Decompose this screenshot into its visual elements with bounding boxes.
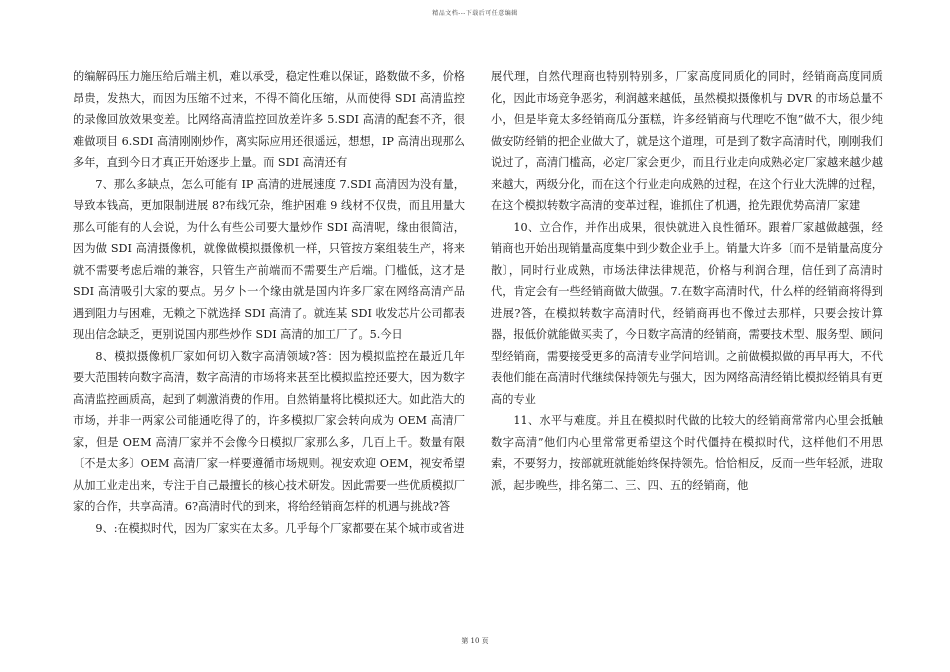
right-column <box>491 66 883 496</box>
page-number: 第 10 页 <box>461 637 489 645</box>
paragraph: 8、模拟摄像机厂家如何切入数字高清领域?答：因为模拟监控在最近几年要大范围转向数字高清，数字高清的市场将来甚至比模拟监控还要大，因为数字高清监控画质高，起到了刺激消费的作用。自然销量将比模拟还大。如此浩大的市场，并非一两家公司能通吃得了的，许多模拟厂家会转向成为 OEM 高清厂家，但是 OEM 高清厂家并不会像今日模拟厂家那么多，几百上千。数量有限〔不是太多〕OEM 高清厂家一样要遵循市场规则。视安欢迎 OEM，视安希望从加工业走出来，专注于自己最擅长的核心技术研发。因此需要一些优质模拟厂家的合作，共享高清。6?高清时代的到来，将给经销商怎样的机遇与挑战?答 <box>73 349 465 513</box>
paragraph: 10、立合作，并作出成果，很快就进入良性循环。跟着厂家越做越强，经销商也开始出现销量高度集中到少数企业手上。销量大许多〔而不是销量高度分散〕，同时行业成熟，市场法律法律规范，价格与利润合理，信任到了高清时代，肯定会有一些经销商做大做强。7.在数字高清时代，什么样的经销商将得到进展?答，在模拟转数字高清时代，经销商再也不像过去那样，只要会按计算器，报低价就能做买卖了，今日数字高清的经销商，需要技术型、服务型、顾问型经销商，需要接受更多的高清专业学问培训。之前做模拟做的再早再大，不代表他们能在高清时代继续保持领先与强大，因为网络高清经销比模拟经销具有更高的专业 <box>491 220 883 406</box>
paragraph: 11、水平与难度。并且在模拟时代做的比较大的经销商常常内心里会抵触数字高清”他们内心里常常更希望这个时代僵持在模拟时代，这样他们不用思索，不要努力，按部就班就能始终保持领先。恰恰相反，反而一些年轻派，进取派，起步晚些，排名第二、三、四、五的经销商，他 <box>491 414 883 492</box>
paragraph: 的编解码压力施压给后端主机，难以承受，稳定性难以保证，路数做不多，价格昂贵，发热大，而因为压缩不过来，不得不简化压缩，从而使得 SDI 高清监控的录像回放效果变差。比网络高清监控回放差许多 5.SDI 高清的配套不齐，很难做项目 6.SDI 高清刚刚炒作，离实际应用还很遥远，想想，IP 高清出现那么多年，直到今日才真正开始逐步上量。而 SDI 高清还有 <box>73 70 465 169</box>
paragraph: 展代理，自然代理商也特别特别多，厂家高度同质化的同时，经销商高度同质化，因此市场竞争恶劣，利润越来越低，虽然模拟摄像机与 DVR 的市场总量不小，但是毕竟太多经销商瓜分蛋糕，许多经销商与代理吃不饱”做不大，很少纯做安防经销的把企业做大了，就是这个道理，可是到了数字高清时代，刚刚我们说过了，高清门槛高，必定厂家会更少，而且行业走向成熟必定厂家越来越少越来越大，两级分化，而在这个行业走向成熟的过程，在这个行业大洗牌的过程，在这个模拟转数字高清的变革过程，谁抓住了机遇，抢先跟优势高清厂家建 <box>491 70 883 212</box>
page-header: 精品文档---下载后可任意编辑 <box>432 10 518 17</box>
paragraph: 9、:在模拟时代，因为厂家实在太多。几乎每个厂家都要在某个城市或省进 <box>95 521 465 535</box>
left-column <box>73 66 465 539</box>
paragraph: 7、那么多缺点，怎么可能有 IP 高清的进展速度 7.SDI 高清因为没有量，导致本钱高，更加限制进展 8?布线冗杂，维护困难 9 线材不仅贵，而且用量大那么可能有的人会说，为什么有些公司要大量炒作 SDI 高清呢，缘由很简洁，因为做 SDI 高清摄像机，就像做模拟摄像机一样，只管按方案组装生产，将来就不需要考虑后端的兼容，只管生产前端而不需要生产后端。门槛低，这才是 SDI 高清吸引大家的要点。另夕卜一个缘由就是国内许多厂家在网络高清产品遇到阻力与困难，无赖之下就选择 SDI 高清了。就连某 SDI 收发芯片公司都表现出信念缺乏，更别说国内那些炒作 SDI 高清的加工厂了。5.今日 <box>73 177 465 341</box>
